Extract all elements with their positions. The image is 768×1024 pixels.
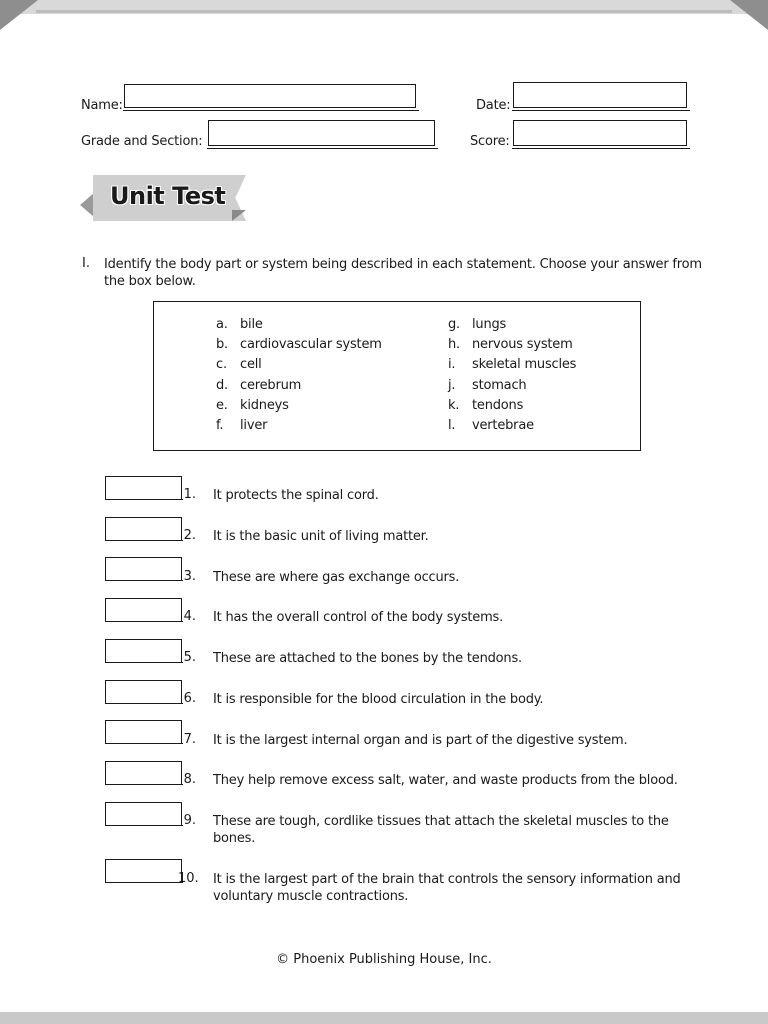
choice-item — [448, 315, 576, 335]
banner-right-ribbon — [232, 210, 246, 221]
question-number: 4. — [183, 609, 196, 624]
choice-item — [216, 315, 382, 335]
question-number: 7. — [183, 732, 196, 747]
bottom-border-band — [0, 1012, 768, 1024]
choice-text: cell — [240, 357, 262, 373]
question-number: 1. — [183, 487, 196, 502]
choice-letter: i. — [448, 357, 456, 373]
name-field[interactable] — [124, 84, 416, 108]
question-number: 2. — [183, 528, 196, 543]
choice-letter: k. — [448, 397, 460, 413]
choice-text: tendons — [472, 397, 524, 413]
question-text: It is responsible for the blood circulation in the body. — [213, 692, 544, 707]
question-number: 6. — [183, 691, 196, 706]
question-text: It is the basic unit of living matter. — [213, 529, 429, 544]
choice-text: stomach — [472, 377, 527, 393]
instructions-text: Identify the body part or system being described in each statement. Choose your answer from the box below. — [104, 257, 702, 289]
score-field[interactable] — [513, 120, 687, 146]
choice-text: liver — [240, 418, 268, 434]
question-number: 8. — [183, 772, 196, 787]
answer-box-4[interactable] — [105, 598, 182, 622]
answer-box-3[interactable] — [105, 557, 182, 581]
choice-letter: a. — [216, 317, 228, 332]
question-text: It is the largest part of the brain that controls the sensory information and voluntary muscle contractions. — [213, 872, 681, 904]
choice-text: kidneys — [240, 397, 289, 413]
choice-letter: d. — [216, 377, 228, 393]
choice-item — [448, 335, 576, 355]
banner-left-ribbon — [80, 193, 94, 217]
copyright-footer: © Phoenix Publishing House, Inc. — [276, 952, 492, 967]
answer-box-10[interactable] — [105, 859, 182, 883]
choice-letter: l. — [448, 418, 456, 434]
choice-text: skeletal muscles — [472, 357, 577, 373]
choice-letter: j. — [448, 377, 456, 393]
question-text: These are where gas exchange occurs. — [213, 570, 460, 585]
top-left-corner-decoration — [0, 0, 38, 30]
answer-box-9[interactable] — [105, 802, 182, 826]
choice-text: lungs — [472, 317, 507, 332]
score-label: Score: — [470, 134, 510, 149]
top-border-line — [36, 10, 732, 13]
grade-section-field[interactable] — [208, 120, 435, 146]
unit-test-title: Unit Test — [110, 182, 226, 210]
choice-letter: g. — [448, 317, 460, 332]
choice-item — [216, 335, 382, 355]
answer-box-6[interactable] — [105, 680, 182, 704]
choice-letter: b. — [216, 337, 228, 353]
question-text: It has the overall control of the body systems. — [213, 610, 504, 625]
answer-box-8[interactable] — [105, 761, 182, 785]
section-number: I. — [82, 256, 90, 271]
answer-box-5[interactable] — [105, 639, 182, 663]
choice-item — [216, 355, 382, 375]
choice-text: bile — [240, 317, 263, 332]
choice-item — [448, 355, 576, 375]
answer-box-7[interactable] — [105, 720, 182, 744]
choices-column-left — [216, 315, 382, 436]
choice-item — [216, 376, 382, 396]
answer-box-2[interactable] — [105, 517, 182, 541]
choice-letter: h. — [448, 337, 460, 353]
date-label: Date: — [476, 98, 511, 113]
choice-text: cardiovascular system — [240, 337, 382, 353]
question-number: 10. — [178, 871, 199, 886]
choice-text: cerebrum — [240, 377, 302, 393]
question-text: They help remove excess salt, water, and waste products from the blood. — [213, 773, 678, 788]
top-right-corner-decoration — [730, 0, 768, 30]
choice-text: vertebrae — [472, 418, 534, 434]
choices-column-right — [448, 315, 576, 436]
choice-item — [216, 416, 382, 436]
question-text: These are tough, cordlike tissues that attach the skeletal muscles to the bones. — [213, 814, 669, 846]
question-text: It is the largest internal organ and is part of the digestive system. — [213, 733, 628, 748]
question-text: It protects the spinal cord. — [213, 488, 379, 503]
date-field[interactable] — [513, 82, 687, 108]
question-number: 3. — [183, 569, 196, 584]
choice-item — [448, 416, 576, 436]
answer-box-1[interactable] — [105, 476, 182, 500]
choice-letter: c. — [216, 357, 227, 373]
choice-item — [448, 396, 576, 416]
question-text: These are attached to the bones by the tendons. — [213, 651, 522, 666]
choice-letter: e. — [216, 397, 228, 413]
choice-letter: f. — [216, 418, 224, 434]
question-number: 9. — [183, 813, 196, 828]
choice-item — [448, 376, 576, 396]
name-label: Name: — [81, 98, 123, 113]
grade-section-label: Grade and Section: — [81, 134, 203, 149]
question-number: 5. — [183, 650, 196, 665]
choice-text: nervous system — [472, 337, 573, 353]
choice-item — [216, 396, 382, 416]
